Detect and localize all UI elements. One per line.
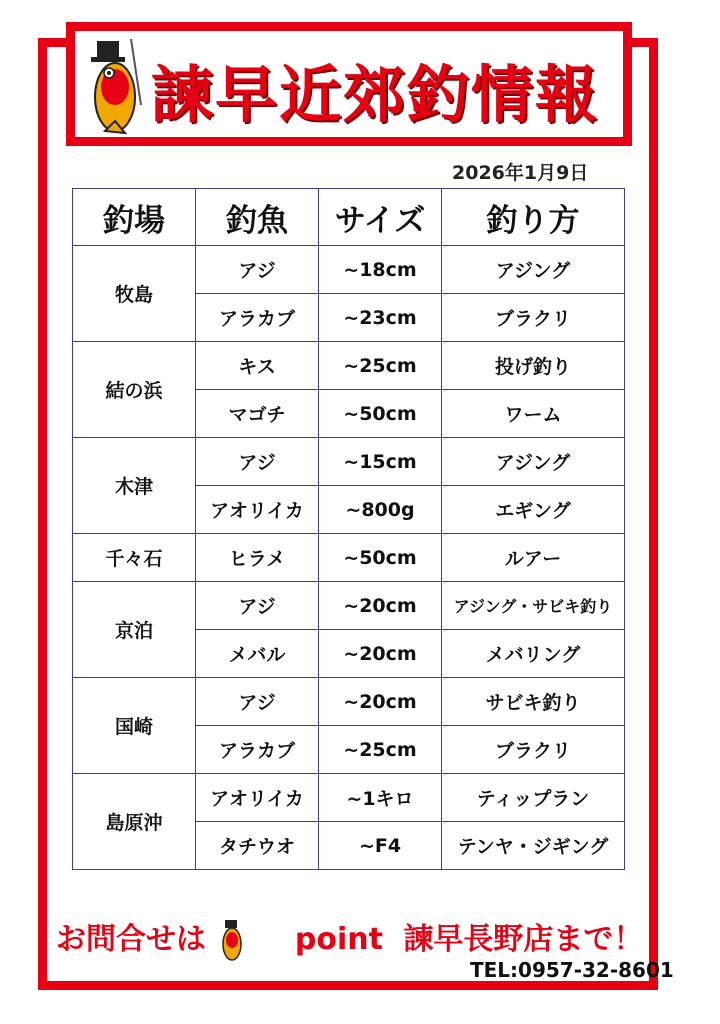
fish-cell: アラカブ xyxy=(196,726,319,774)
fish-cell: キス xyxy=(196,342,319,390)
method-cell: ワーム xyxy=(442,390,625,438)
table-row xyxy=(73,774,625,822)
report-date: 2026年1月9日 xyxy=(452,162,589,184)
size-cell: ~23cm xyxy=(319,294,442,342)
size-cell: ~20cm xyxy=(319,630,442,678)
size-cell: ~50cm xyxy=(319,534,442,582)
brand-logo: point xyxy=(294,922,383,957)
size-cell: ~18cm xyxy=(319,246,442,294)
size-cell: ~25cm xyxy=(319,726,442,774)
method-cell: エギング xyxy=(442,486,625,534)
spot-cell: 京泊 xyxy=(73,582,196,678)
size-cell: ~50cm xyxy=(319,390,442,438)
table-row xyxy=(73,438,625,486)
spot-cell: 島原沖 xyxy=(73,774,196,870)
fish-cell: アオリイカ xyxy=(196,774,319,822)
table-row xyxy=(73,534,625,582)
col-header-size: サイズ xyxy=(319,189,442,246)
method-cell: ティップラン xyxy=(442,774,625,822)
spot-cell: 木津 xyxy=(73,438,196,534)
method-cell: アジング xyxy=(442,246,625,294)
size-cell: ~F4 xyxy=(319,822,442,870)
fish-mascot-icon xyxy=(220,918,244,964)
table-row xyxy=(73,246,625,294)
method-cell: ブラクリ xyxy=(442,726,625,774)
spot-cell: 国崎 xyxy=(73,678,196,774)
col-header-method: 釣り方 xyxy=(442,189,625,246)
method-cell: サビキ釣り xyxy=(442,678,625,726)
spot-cell: 牧島 xyxy=(73,246,196,342)
size-cell: ~15cm xyxy=(319,438,442,486)
size-cell: ~1キロ xyxy=(319,774,442,822)
fish-cell: タチウオ xyxy=(196,822,319,870)
spot-cell: 結の浜 xyxy=(73,342,196,438)
method-cell: ブラクリ xyxy=(442,294,625,342)
table-row xyxy=(73,582,625,630)
method-cell: ルアー xyxy=(442,534,625,582)
fishing-info-table xyxy=(72,188,625,870)
method-cell: 投げ釣り xyxy=(442,342,625,390)
size-cell: ~800g xyxy=(319,486,442,534)
table-row xyxy=(73,342,625,390)
footer-suffix: 諫早長野店まで！ xyxy=(403,922,644,957)
method-cell: テンヤ・ジギング xyxy=(442,822,625,870)
col-header-spot: 釣場 xyxy=(73,189,196,246)
method-cell: メバリング xyxy=(442,630,625,678)
method-cell: アジング xyxy=(442,438,625,486)
fish-cell: ヒラメ xyxy=(196,534,319,582)
footer-prefix: お問合せは xyxy=(56,922,206,957)
page-title: 諫早近郊釣情報 xyxy=(151,58,600,131)
fish-cell: アジ xyxy=(196,678,319,726)
size-cell: ~25cm xyxy=(319,342,442,390)
size-cell: ~20cm xyxy=(319,678,442,726)
footer-contact xyxy=(56,914,643,964)
fish-cell: アオリイカ xyxy=(196,486,319,534)
fish-cell: メバル xyxy=(196,630,319,678)
phone-number: TEL:0957-32-8601 xyxy=(470,958,674,982)
fish-cell: マゴチ xyxy=(196,390,319,438)
fish-cell: アラカブ xyxy=(196,294,319,342)
col-header-fish: 釣魚 xyxy=(196,189,319,246)
title-banner xyxy=(66,22,632,146)
method-cell: アジング・サビキ釣り xyxy=(442,582,625,630)
fish-cell: アジ xyxy=(196,246,319,294)
fish-cell: アジ xyxy=(196,582,319,630)
header-row xyxy=(73,189,625,246)
table-row xyxy=(73,678,625,726)
fish-mascot-icon xyxy=(81,35,149,143)
fish-cell: アジ xyxy=(196,438,319,486)
size-cell: ~20cm xyxy=(319,582,442,630)
spot-cell: 千々石 xyxy=(73,534,196,582)
